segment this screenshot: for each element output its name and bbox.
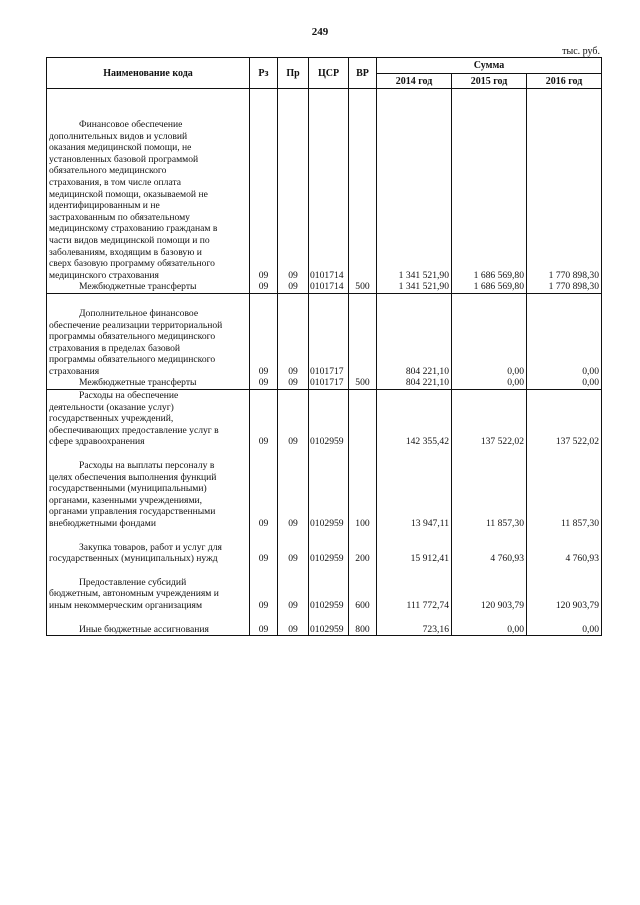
row-name-line: установленных базовой программой [49,153,199,165]
header-sum: Сумма [377,58,602,74]
row-value-2015: 11 857,30 [452,448,527,530]
row-value-2015: 0,00 [452,612,527,636]
row-name [47,293,250,377]
row-csr: 0102959 [309,612,349,636]
row-name-line: Межбюджетные трансферты [79,377,197,389]
row-value-2015: 0,00 [452,293,527,377]
row-vr: 500 [349,377,377,389]
row-pr: 09 [278,390,309,448]
row-rz: 09 [250,448,278,530]
row-name-line: заболеваниям, входящим в базовую и [49,246,202,258]
row-name-line: целях обеспечения выполнения функций [49,471,217,483]
row-value-2015: 120 903,79 [452,565,527,612]
row-rz: 09 [250,390,278,448]
row-pr: 09 [278,565,309,612]
row-csr: 0101717 [309,377,349,389]
row-name-line: Расходы на выплаты персоналу в [79,460,215,472]
row-name [47,565,250,612]
table-row [47,390,602,448]
row-name-line: государственных учреждений, [49,413,174,425]
row-pr: 09 [278,377,309,389]
row-value-2015: 137 522,02 [452,390,527,448]
row-csr: 0102959 [309,530,349,565]
row-pr: 09 [278,293,309,377]
row-value-2015: 1 686 569,80 [452,89,527,282]
row-rz: 09 [250,530,278,565]
row-csr: 0101714 [309,281,349,293]
table-row [47,612,602,636]
row-value-2014: 1 341 521,90 [377,89,452,282]
row-pr: 09 [278,89,309,282]
row-name-line: страхования, в том числе оплата [49,176,182,188]
row-vr: 100 [349,448,377,530]
row-name-line: медицинской помощи, оказываемой не [49,188,208,200]
row-rz: 09 [250,565,278,612]
row-csr: 0102959 [309,390,349,448]
row-vr [349,390,377,448]
row-name-line: Финансовое обеспечение [79,119,183,130]
budget-table [46,57,602,636]
row-name-line: обеспечивающих предоставление услуг в [49,424,219,436]
table-row [47,530,602,565]
row-value-2016: 1 770 898,30 [527,89,602,282]
row-name-line: государственных (муниципальных) нужд [49,553,218,565]
row-value-2015: 0,00 [452,377,527,389]
row-rz: 09 [250,293,278,377]
table-row [47,281,602,293]
table-row [47,377,602,389]
row-rz: 09 [250,89,278,282]
row-name [47,612,250,636]
units-label: тыс. руб. [562,46,600,57]
row-value-2016: 137 522,02 [527,390,602,448]
row-value-2014: 111 772,74 [377,565,452,612]
row-name-line: иным некоммерческим организациям [49,599,203,611]
row-name-line: внебюджетными фондами [49,518,156,529]
row-name-line: обязательного медицинского [49,165,167,177]
row-value-2016: 1 770 898,30 [527,281,602,293]
row-name-line: сверх базовую программу обязательного [49,258,215,270]
table-row [47,293,602,377]
row-name-line: Иные бюджетные ассигнования [79,623,209,635]
row-value-2016: 120 903,79 [527,565,602,612]
row-name-line: Расходы на обеспечение [79,390,179,402]
header-name: Наименование кода [47,58,250,89]
row-name-line: части видов медицинской помощи и по [49,234,210,246]
row-name-line: страхования в пределах базовой [49,342,181,354]
row-name [47,377,250,389]
row-rz: 09 [250,281,278,293]
row-csr: 0102959 [309,565,349,612]
row-value-2016: 0,00 [527,612,602,636]
row-name-line: медицинскому страхованию гражданам в [49,223,218,235]
header-pr: Пр [278,58,309,89]
row-vr [349,89,377,282]
row-name [47,89,250,282]
row-name [47,390,250,448]
row-name-line: органами управления государственными [49,506,216,518]
header-csr: ЦСР [309,58,349,89]
row-value-2016: 4 760,93 [527,530,602,565]
row-name-line: Закупка товаров, работ и услуг для [79,541,222,553]
row-name-line: программы обязательного медицинского [49,331,216,343]
row-name-line: Межбюджетные трансферты [79,281,197,293]
row-vr: 800 [349,612,377,636]
table-row [47,565,602,612]
row-name-line: застрахованным по обязательному [49,211,190,223]
row-name-line: органами, казенными учреждениями, [49,494,203,506]
page-number: 249 [311,26,329,38]
header-vr: ВР [349,58,377,89]
row-name-line: оказания медицинской помощи, не [49,142,192,154]
table-body [47,89,602,636]
row-csr: 0101717 [309,293,349,377]
header-year-2015: 2015 год [452,74,527,89]
row-value-2014: 804 221,10 [377,293,452,377]
row-pr: 09 [278,530,309,565]
row-pr: 09 [278,448,309,530]
row-name-line: обеспечение реализации территориальной [49,319,223,331]
table-row [47,448,602,530]
header-year-2016: 2016 год [527,74,602,89]
table-row [47,89,602,282]
row-name [47,281,250,293]
row-csr: 0102959 [309,448,349,530]
row-name-line: медицинского страхования [49,269,159,281]
row-name-line: государственными (муниципальными) [49,483,207,495]
row-value-2014: 804 221,10 [377,377,452,389]
row-vr: 600 [349,565,377,612]
row-value-2016: 0,00 [527,293,602,377]
row-name-line: страхования [49,365,100,377]
row-value-2014: 142 355,42 [377,390,452,448]
row-name [47,530,250,565]
row-name-line: идентифицированным и не [49,200,160,212]
row-name [47,448,250,530]
row-name-line: Дополнительное финансовое [79,307,199,319]
row-name-line: программы обязательного медицинского [49,354,216,366]
row-rz: 09 [250,377,278,389]
row-value-2014: 723,16 [377,612,452,636]
row-name-line: Предоставление субсидий [79,576,187,588]
table-header [47,58,602,89]
row-value-2016: 11 857,30 [527,448,602,530]
row-csr: 0101714 [309,89,349,282]
header-year-2014: 2014 год [377,74,452,89]
row-name-line: дополнительных видов и условий [49,130,188,142]
row-rz: 09 [250,612,278,636]
row-name-line: деятельности (оказание услуг) [49,401,174,413]
row-value-2014: 15 912,41 [377,530,452,565]
row-vr [349,293,377,377]
row-pr: 09 [278,281,309,293]
row-vr: 500 [349,281,377,293]
row-value-2016: 0,00 [527,377,602,389]
row-value-2015: 1 686 569,80 [452,281,527,293]
row-value-2014: 1 341 521,90 [377,281,452,293]
row-value-2015: 4 760,93 [452,530,527,565]
row-vr: 200 [349,530,377,565]
row-value-2014: 13 947,11 [377,448,452,530]
header-rz: Рз [250,58,278,89]
row-pr: 09 [278,612,309,636]
row-name-line: бюджетным, автономным учреждениям и [49,588,219,600]
row-name-line: сфере здравоохранения [49,436,145,448]
